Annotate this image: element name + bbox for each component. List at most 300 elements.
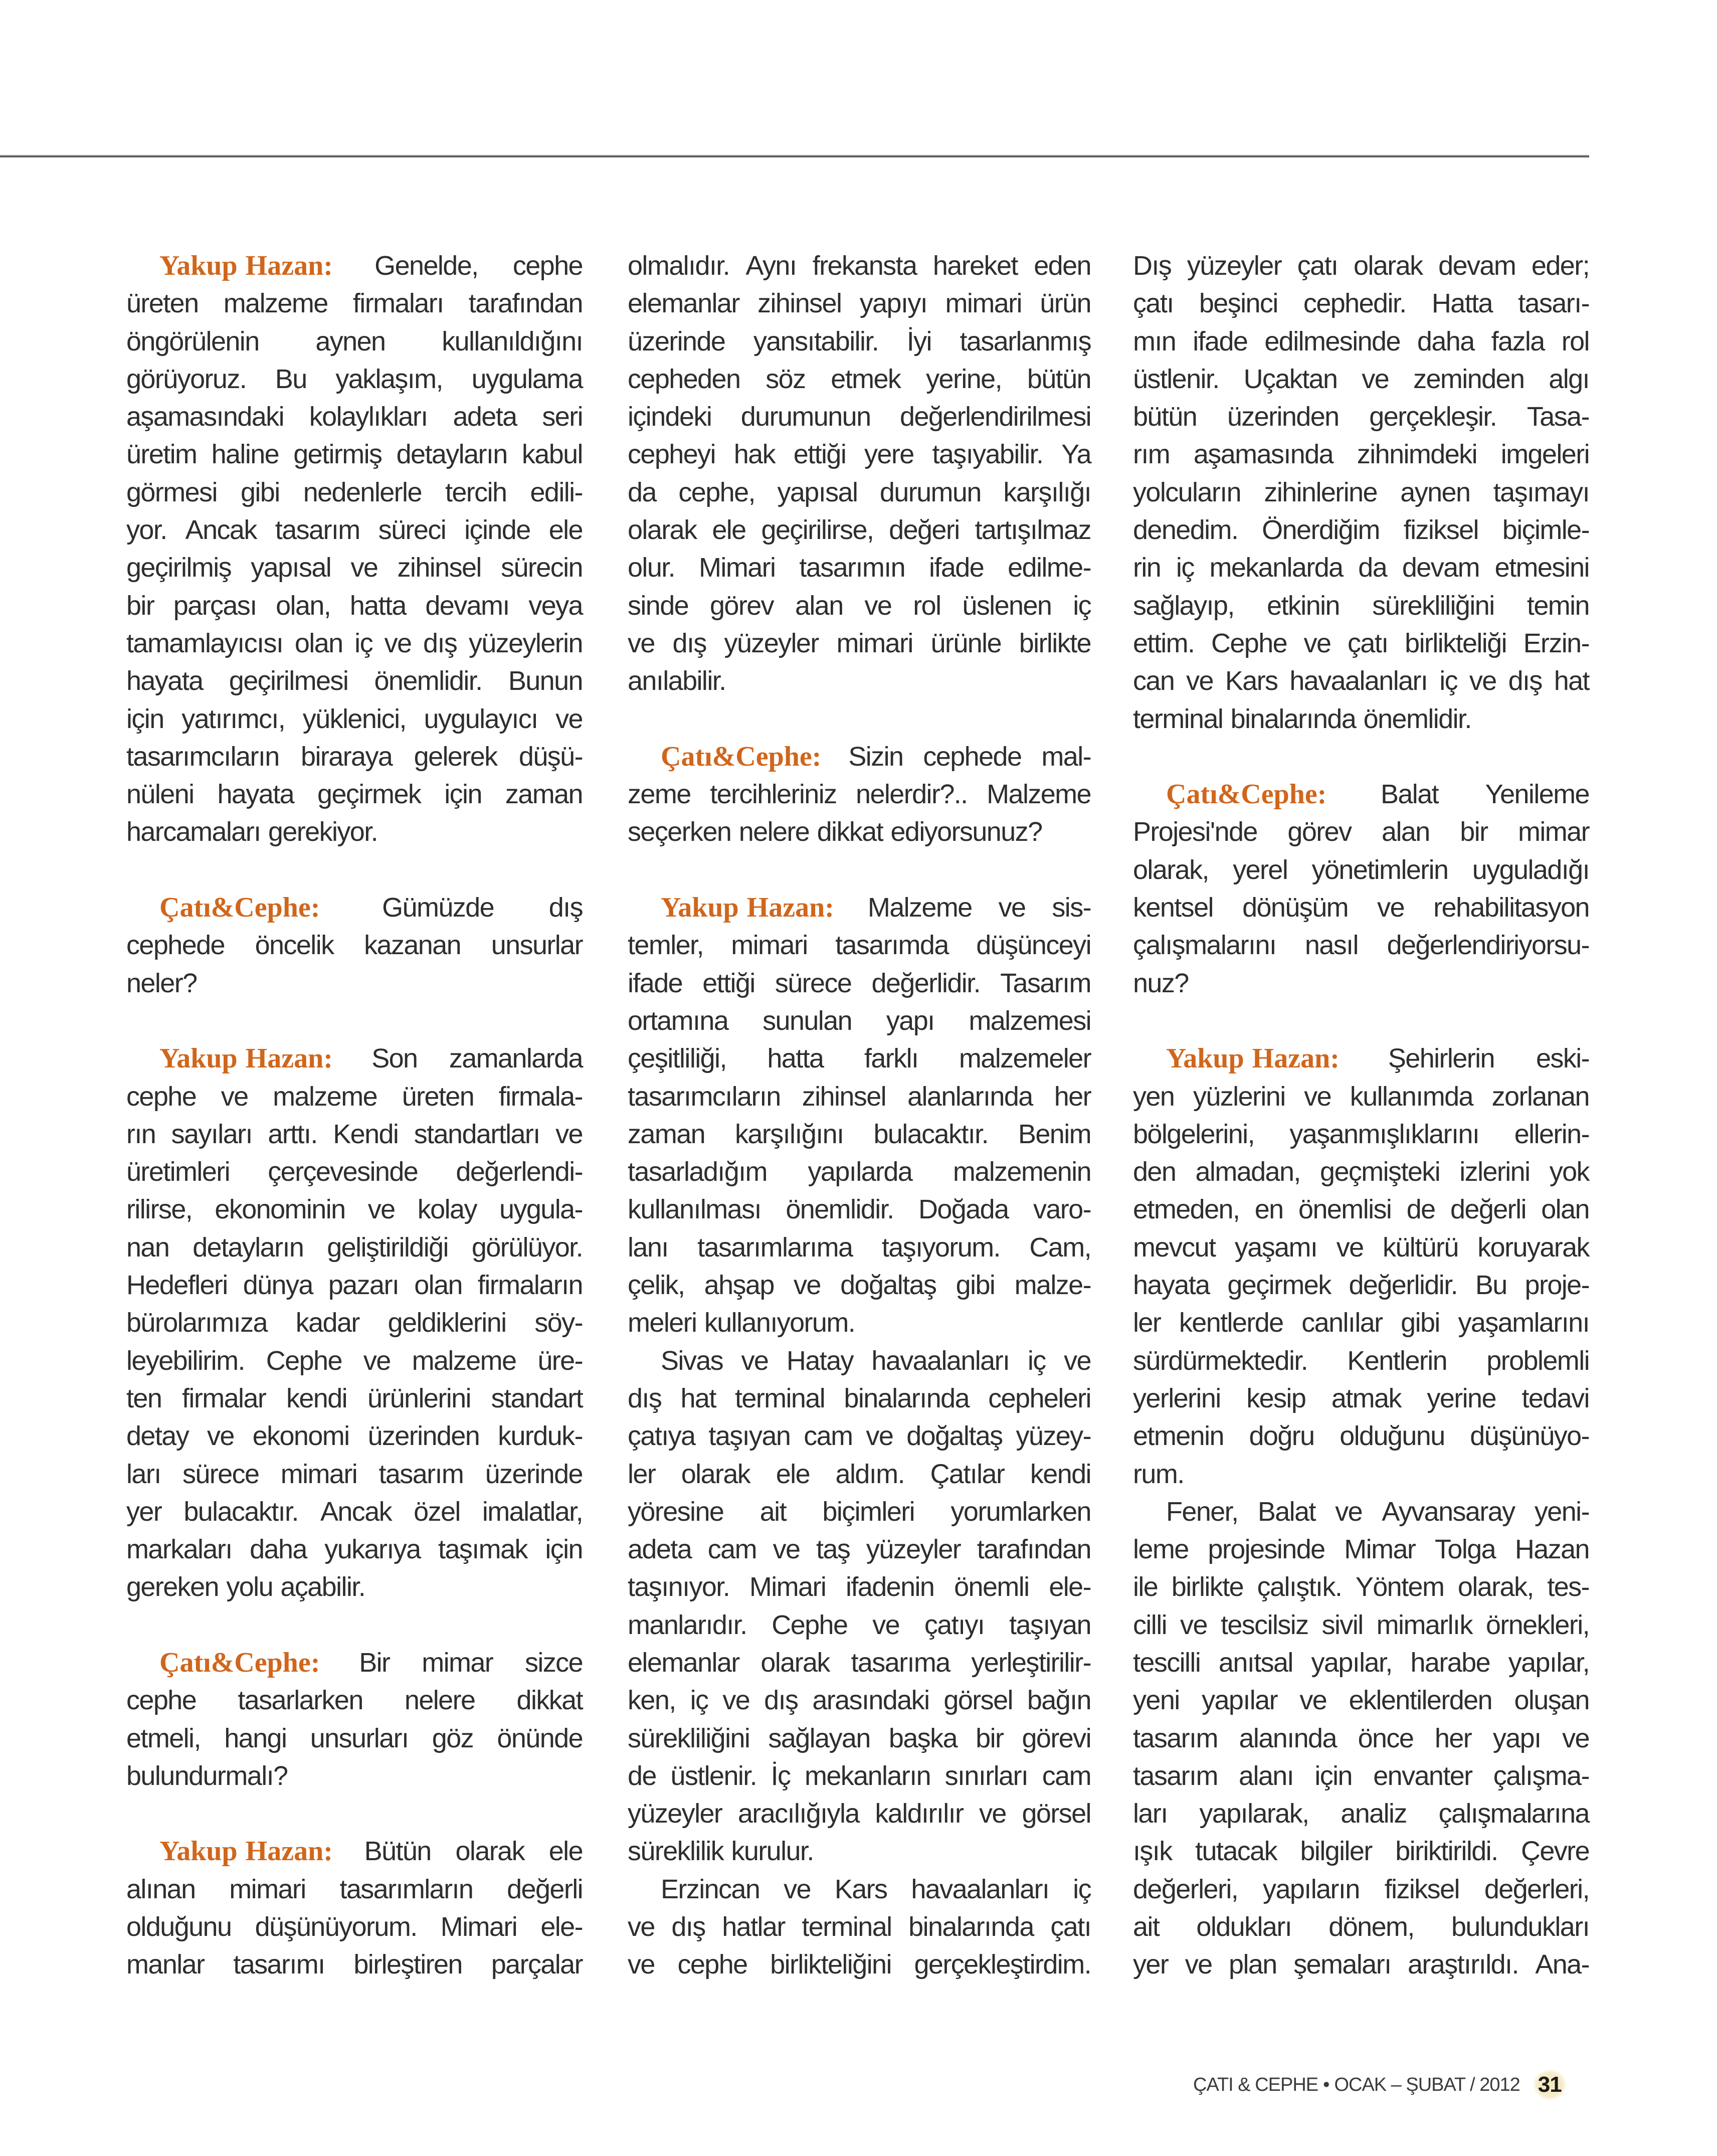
word: oldukları: [1196, 1912, 1292, 1942]
word: yapı: [886, 1005, 934, 1036]
word: daha: [250, 1534, 307, 1565]
word: mimari: [229, 1874, 306, 1904]
word: ten: [126, 1383, 162, 1413]
word: şemaları: [1293, 1949, 1391, 1980]
word: tasarlarken: [238, 1685, 363, 1716]
word: hayata: [217, 779, 294, 810]
word: ken,: [628, 1685, 676, 1716]
word: zeminden: [1413, 364, 1524, 394]
text-line: [126, 587, 583, 625]
word: yaşamlarını: [1458, 1308, 1589, 1338]
word: tartışılmaz: [975, 515, 1091, 546]
word: birlikte: [1171, 1572, 1244, 1602]
word: kurduk-: [498, 1421, 583, 1452]
line-text: rum.: [1133, 1459, 1184, 1489]
word: kendi: [286, 1383, 347, 1413]
text-line: [628, 1380, 1091, 1417]
text-line: [126, 436, 583, 473]
word: lanı: [628, 1232, 668, 1263]
word: Benim: [1018, 1119, 1091, 1149]
word: Fener,: [1166, 1496, 1238, 1527]
word: dış: [423, 628, 457, 658]
word: Hedefleri: [126, 1270, 228, 1301]
word: ve: [1186, 666, 1213, 696]
speaker-label: Yakup Hazan:: [159, 250, 333, 281]
word: düşünüyo-: [1470, 1421, 1589, 1452]
word: yüklenici,: [302, 703, 406, 734]
word: detayların: [193, 1232, 304, 1263]
word: Çevre: [1520, 1836, 1589, 1867]
word: bölgelerini,: [1133, 1119, 1254, 1149]
word: Ancak: [185, 515, 257, 546]
word: yüzey-: [1016, 1421, 1091, 1452]
word: yapısal: [251, 553, 331, 583]
word: elemanlar: [628, 1647, 739, 1678]
word: aracılığıyla: [737, 1799, 859, 1829]
text-line: [628, 1304, 1091, 1342]
word: ları: [126, 1459, 161, 1489]
word: mimar: [1518, 817, 1589, 847]
word: önünde: [497, 1723, 583, 1753]
word: ettim.: [1133, 628, 1195, 658]
word: etmeden,: [1133, 1194, 1240, 1225]
word: biriktirildi.: [1395, 1836, 1498, 1867]
word: elemanlar: [628, 288, 739, 319]
speaker-label: Yakup Hazan:: [159, 1836, 333, 1867]
text-line: [126, 1078, 583, 1116]
speaker-line: [126, 1833, 583, 1870]
word: ürünlerini: [367, 1383, 471, 1413]
word: cephe: [512, 251, 583, 281]
word: yapıyı: [859, 288, 927, 319]
word: ve: [1362, 364, 1389, 394]
word: yerlerini: [1133, 1383, 1221, 1413]
word: değerlendirilmesi: [900, 402, 1091, 432]
word: biçimleri: [822, 1496, 915, 1527]
word: yapılar: [1202, 1685, 1277, 1716]
word: Cephe: [1211, 628, 1287, 658]
word: cephe: [126, 1081, 197, 1112]
word: nüleni: [126, 779, 194, 810]
word: yapıların: [1263, 1874, 1360, 1904]
text-line: [1133, 1682, 1589, 1719]
word: adeta: [453, 402, 517, 432]
word: sürecin: [501, 553, 583, 583]
word: sunulan: [762, 1005, 852, 1036]
word: iç: [1439, 666, 1458, 696]
text-line: [628, 247, 1091, 285]
word: Şehirlerin: [1388, 1043, 1494, 1074]
text-line: [126, 1568, 583, 1606]
word: proje-: [1524, 1270, 1589, 1301]
word: geçirilmiş: [126, 553, 232, 583]
text-line: [1133, 1833, 1589, 1870]
text-line: [126, 700, 583, 738]
word: tercih: [445, 477, 507, 507]
text-line: [628, 549, 1091, 587]
text-line: [126, 927, 583, 964]
paragraph-gap: [126, 1606, 583, 1644]
word: doğaltaş: [840, 1270, 936, 1301]
word: Balat: [1257, 1496, 1315, 1527]
text-line: [126, 1191, 583, 1228]
word: etmenin: [1133, 1421, 1224, 1452]
word: olarak: [628, 515, 697, 546]
text-line: [126, 662, 583, 700]
word: cilli: [1133, 1609, 1167, 1640]
word: çatı: [1050, 1912, 1091, 1942]
text-line: [628, 1002, 1091, 1040]
word: çatıyı: [924, 1609, 985, 1640]
word: nan: [126, 1232, 169, 1263]
word: kolay: [417, 1194, 477, 1225]
word: ve: [363, 1345, 391, 1376]
word: dış: [764, 1685, 798, 1716]
article-column-2: [628, 247, 1091, 1984]
word: kentlerde: [1179, 1308, 1283, 1338]
word: Cam,: [1029, 1232, 1091, 1263]
word: ve: [864, 590, 892, 621]
text-line: [126, 1116, 583, 1153]
word: mimari: [945, 288, 1022, 319]
word: için: [545, 1534, 583, 1565]
word: malzeme: [273, 1081, 377, 1112]
text-line: [628, 436, 1091, 473]
word: cephedir.: [1303, 288, 1406, 319]
word: rol: [1561, 326, 1589, 356]
word: İç: [771, 1760, 791, 1791]
word: ve: [722, 1685, 750, 1716]
word: hareket: [932, 251, 1018, 281]
text-line: [628, 323, 1091, 361]
word: kullanımda: [1350, 1081, 1473, 1112]
word: ifade: [929, 553, 984, 583]
text-line: [628, 1493, 1091, 1531]
word: görevi: [1022, 1723, 1091, 1753]
word: iç: [1073, 590, 1091, 621]
text-line: [126, 1531, 583, 1568]
word: denedim.: [1133, 515, 1238, 546]
text-line: [126, 738, 583, 776]
word: standart: [491, 1383, 583, 1413]
line-text: neler?: [126, 968, 197, 998]
word: yerleştirilir-: [971, 1647, 1091, 1678]
word: hatta: [767, 1043, 824, 1074]
word: mimarlık: [1376, 1609, 1472, 1640]
word: sürekliliğini: [628, 1723, 750, 1753]
word: olan: [414, 1270, 462, 1301]
word: firmala-: [498, 1081, 583, 1112]
word: cephe: [677, 1949, 747, 1980]
text-line: [126, 323, 583, 361]
word: hayata: [126, 666, 203, 696]
word: çalıştık.: [1257, 1572, 1342, 1602]
word: değerlidir.: [1349, 1270, 1458, 1301]
text-line: [1133, 587, 1589, 625]
word: sürece: [182, 1459, 259, 1489]
word: harabe: [1410, 1647, 1490, 1678]
word: sayıları: [171, 1119, 252, 1149]
text-line: [1133, 511, 1589, 549]
word: hatta: [349, 590, 406, 621]
word: Malzeme: [987, 779, 1091, 810]
text-line: [628, 1078, 1091, 1116]
word: ve: [1335, 1496, 1363, 1527]
word: hak: [733, 439, 775, 470]
word: bulundukları: [1451, 1912, 1589, 1942]
word: önce: [1358, 1723, 1414, 1753]
text-line: [628, 1757, 1091, 1795]
word: almadan,: [1195, 1157, 1300, 1187]
paragraph-gap: [628, 700, 1091, 738]
text-line: [1133, 1417, 1589, 1455]
word: yerel: [1233, 854, 1288, 885]
word: yaklaşım,: [335, 364, 443, 394]
word: Projesi'nde: [1133, 817, 1257, 847]
word: yüzeyler: [1187, 251, 1282, 281]
word: envanter: [1373, 1760, 1472, 1791]
word: ve: [1336, 1232, 1364, 1263]
word: Kendi: [333, 1119, 399, 1149]
speaker-line: [126, 1644, 583, 1682]
text-line: [1133, 247, 1589, 285]
word: Cephe: [266, 1345, 342, 1376]
word: çelik,: [628, 1270, 685, 1301]
word: olmalıdır.: [628, 251, 730, 281]
word: cam: [1042, 1760, 1091, 1791]
word: çalışmalarını: [1133, 930, 1276, 961]
line-text: seçerken nelere dikkat ediyorsunuz?: [628, 817, 1042, 847]
paragraph-gap: [1133, 738, 1589, 776]
word: ve: [207, 1421, 234, 1452]
word: temler,: [628, 930, 703, 961]
word: zorlanan: [1491, 1081, 1589, 1112]
text-line: [628, 1116, 1091, 1153]
word: binalarında: [844, 1383, 970, 1413]
word: ve: [1469, 666, 1496, 696]
word: ortamına: [628, 1005, 728, 1036]
word: sağlayıp,: [1133, 590, 1234, 621]
word: temin: [1527, 590, 1589, 621]
word: ele: [712, 515, 746, 546]
word: olarak,: [1457, 1572, 1534, 1602]
word: devam: [1438, 251, 1516, 281]
paragraph-gap: [126, 1795, 583, 1833]
word: iç: [690, 1685, 708, 1716]
word: uygula-: [499, 1194, 583, 1225]
word: Gümüzde: [382, 892, 494, 923]
word: Kentlerin: [1347, 1345, 1447, 1376]
text-line: [628, 398, 1091, 436]
text-line: [126, 1342, 583, 1380]
text-line: [628, 776, 1091, 813]
word: da: [1358, 553, 1387, 583]
word: birleştiren: [353, 1949, 462, 1980]
article-column-1: [126, 247, 583, 1984]
word: ve: [1304, 1081, 1331, 1112]
word: olarak: [681, 1459, 750, 1489]
word: haline: [211, 439, 279, 470]
text-line: [628, 813, 1091, 851]
word: görsel: [1022, 1799, 1091, 1829]
word: alınan: [126, 1874, 196, 1904]
word: yönetimlerin: [1311, 854, 1448, 885]
word: bulacaktır.: [183, 1496, 298, 1527]
line-text: gereken yolu açabilir.: [126, 1572, 365, 1602]
speaker-label: Yakup Hazan:: [159, 1043, 333, 1074]
word: değerli: [1450, 1194, 1526, 1225]
word: Son: [371, 1043, 418, 1074]
text-line: [1133, 1871, 1589, 1908]
article-column-3: [1133, 247, 1589, 1984]
word: değerlendiriyorsu-: [1387, 930, 1589, 961]
word: dış: [628, 1383, 662, 1413]
word: getirmiş: [293, 439, 382, 470]
word: standartları: [414, 1119, 540, 1149]
word: aldım.: [835, 1459, 904, 1489]
paragraph-gap: [628, 851, 1091, 889]
word: zaman: [505, 779, 583, 810]
word: detay: [126, 1421, 189, 1452]
word: üstlenir.: [1133, 364, 1219, 394]
word: göz: [432, 1723, 474, 1753]
word: önemli: [954, 1572, 1029, 1602]
word: Sivas: [661, 1345, 723, 1376]
text-line: [628, 927, 1091, 964]
word: tasarladığım: [628, 1157, 767, 1187]
text-line: [126, 1417, 583, 1455]
word: içindeki: [628, 402, 712, 432]
text-line: [628, 1644, 1091, 1682]
text-line: [126, 474, 583, 511]
speaker-label: Çatı&Cephe:: [1166, 779, 1327, 810]
word: rın: [126, 1119, 156, 1149]
word: kaldırılır: [875, 1799, 964, 1829]
text-line: [1133, 1568, 1589, 1606]
word: olur.: [628, 553, 675, 583]
word: hatlar: [722, 1912, 785, 1942]
word: yapı: [1492, 1723, 1541, 1753]
word: koruyarak: [1477, 1232, 1589, 1263]
word: ve: [1064, 1345, 1091, 1376]
word: tutacak: [1195, 1836, 1277, 1867]
text-line: [126, 625, 583, 662]
word: ve: [1303, 628, 1331, 658]
word: ve: [555, 1119, 583, 1149]
word: Balat: [1380, 779, 1439, 810]
word: ve: [872, 1609, 900, 1640]
word: kullanıldığını: [442, 326, 583, 356]
word: dış: [671, 1912, 705, 1942]
word: fiziksel: [1403, 515, 1478, 546]
word: devamı: [425, 590, 509, 621]
word: ve: [350, 553, 378, 583]
word: ile: [1133, 1572, 1158, 1602]
word: Doğada: [918, 1194, 1009, 1225]
word: cam: [707, 1534, 756, 1565]
word: biraraya: [301, 741, 393, 772]
word: gerçekleşir.: [1369, 402, 1497, 432]
line-text: bulundurmalı?: [126, 1760, 288, 1791]
word: İyi: [906, 326, 931, 356]
word: alanında: [1239, 1723, 1337, 1753]
word: ve: [384, 628, 412, 658]
word: üzerinden: [367, 1421, 480, 1452]
word: yöresine: [628, 1496, 724, 1527]
word: ve: [1180, 1609, 1207, 1640]
word: yaşamı: [1234, 1232, 1317, 1263]
word: çalışmalarına: [1438, 1799, 1589, 1829]
text-line: [628, 587, 1091, 625]
speaker-line: [1133, 776, 1589, 813]
word: tasarım: [275, 515, 360, 546]
word: yüzeyler: [866, 1534, 961, 1565]
word: olarak: [455, 1836, 524, 1867]
header-rule: [0, 154, 1589, 157]
text-line: [126, 511, 583, 549]
word: Ayvansaray: [1382, 1496, 1515, 1527]
text-line: [126, 1380, 583, 1417]
word: beşinci: [1199, 288, 1278, 319]
word: ifade: [628, 968, 683, 998]
word: fiziksel: [1384, 1874, 1459, 1904]
word: plan: [1229, 1949, 1277, 1980]
word: yok: [1549, 1157, 1589, 1187]
page-footer: [1193, 2070, 1567, 2100]
word: Sizin: [848, 741, 903, 772]
word: fazla: [1491, 326, 1545, 356]
word: alanlarında: [907, 1081, 1033, 1112]
word: gelerek: [414, 741, 497, 772]
word: yer: [126, 1496, 162, 1527]
speaker-line: [628, 889, 1091, 927]
word: leyebilirim.: [126, 1345, 245, 1376]
word: Tolga: [1435, 1534, 1496, 1565]
speaker-label: Çatı&Cephe:: [159, 1647, 320, 1678]
word: çalışma-: [1493, 1760, 1589, 1791]
word: görev: [709, 590, 774, 621]
word: dikkat: [516, 1685, 583, 1716]
word: uygulama: [471, 364, 583, 394]
word: Cephe: [772, 1609, 848, 1640]
text-line: [1133, 1644, 1589, 1682]
word: cepheden: [628, 364, 740, 394]
word: zeme: [628, 779, 691, 810]
text-line: [1133, 927, 1589, 964]
text-line: [628, 1720, 1091, 1757]
word: mekanların: [804, 1760, 931, 1791]
word: unsurları: [310, 1723, 409, 1753]
word: durumunun: [740, 402, 871, 432]
word: yor.: [126, 515, 167, 546]
word: yüzeylerin: [468, 628, 583, 658]
word: iç: [1073, 1874, 1091, 1904]
text-line: [126, 361, 583, 398]
word: ifadenin: [846, 1572, 934, 1602]
text-line: [628, 1040, 1091, 1077]
word: mekanlarda: [1209, 553, 1343, 583]
text-line: [126, 813, 583, 851]
word: ele: [548, 515, 583, 546]
word: kabul: [521, 439, 583, 470]
text-line: [628, 1908, 1091, 1946]
line-text: süreklilik kurulur.: [628, 1836, 814, 1867]
word: olarak: [760, 1647, 830, 1678]
text-line: [126, 1757, 583, 1795]
word: eden: [1034, 251, 1091, 281]
text-line: [126, 1304, 583, 1342]
word: Bunun: [508, 666, 583, 696]
